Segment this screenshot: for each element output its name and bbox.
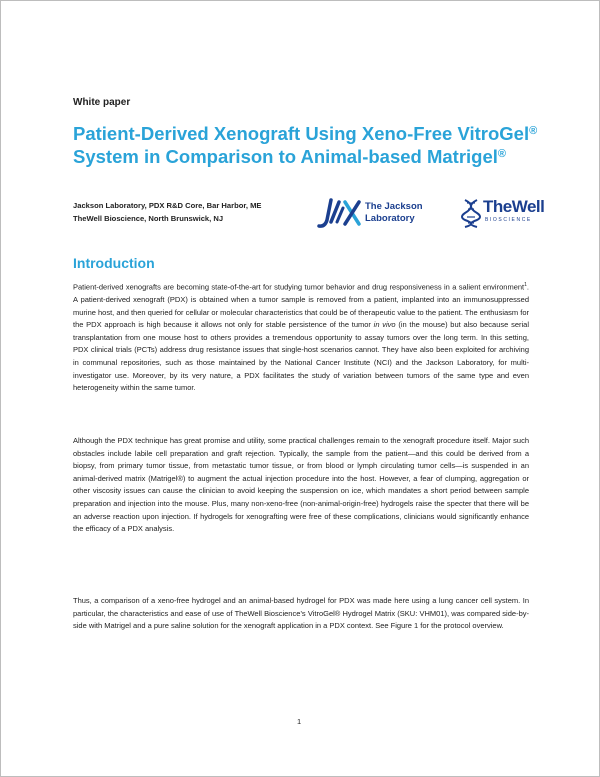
jax-wordmark-line-2: Laboratory [365, 212, 415, 224]
registered-mark: ® [497, 148, 507, 160]
thewell-wordmark: TheWell [483, 197, 545, 216]
jax-wordmark-line-1: The Jackson [365, 201, 423, 212]
affiliations [73, 199, 262, 225]
italic-term: in vivo [373, 320, 396, 330]
jax-wordmark [365, 201, 423, 224]
jackson-laboratory-logo [317, 196, 457, 230]
affiliation-thewell: TheWell Bioscience, North Brunswick, NJ [73, 214, 224, 223]
affiliation-jackson: Jackson Laboratory, PDX R&D Core, Bar Harbor, ME [73, 201, 262, 210]
intro-paragraph-2: Although the PDX technique has great promise and utility, some practical challenges remain to the xenograft procedure itself. Major such obstacles include labile cell preparation and graft rejection. Typically, the sample from the patient—and this could be derived from a biopsy, from primary tumor tissue, from metastatic tumor tissue, or from blood or lymph circulating tumor cells—is suspended in an animal-derived matrix (Matrigel®) to augment the actual injection procedure into the host. However, a fear of clumping, aggregation or other viscosity issues can cause the clinician to avoid keeping the suspension on ice, which mandates a short period between sample preparation and injection into the mouse. Plus, many non-xeno-free (non-animal-origin-free) hydrogels raise the specter that there will be an adverse reaction upon injection. If hydrogels for xenografting were free of these complications, clinicians would significantly enhance the efficacy of a PDX analysis. [73, 436, 529, 534]
thewell-bioscience-logo [461, 195, 551, 231]
jax-mark-icon [317, 196, 363, 230]
page-number: 1 [297, 717, 302, 726]
intro-paragraph-1 [73, 279, 529, 395]
document-type-label: White paper [73, 97, 131, 108]
paragraph-text: . A patient-derived xenograft (PDX) is obtained when a tumor sample is removed from a patient, implanted into an immunosuppressed murine host, and then queried for cellular or molecular characteristics that could be of therapeutic value to the patient. The enthusiasm for the PDX approach is high because it allows not only for stable persistence of the tumor [73, 282, 529, 330]
thewell-dna-icon [461, 198, 481, 228]
reference-superscript: 1 [524, 282, 527, 288]
document-title [73, 122, 543, 168]
registered-mark: ® [529, 125, 538, 137]
paragraph-text: Patient-derived xenografts are becoming state-of-the-art for studying tumor behavior and drug responsiveness in a salient environment [73, 282, 525, 292]
section-heading-introduction: Introduction [73, 255, 155, 271]
title-line-1: Patient-Derived Xenograft Using Xeno-Free VitroGel [73, 123, 530, 144]
intro-paragraph-3: Thus, a comparison of a xeno-free hydrogel and an animal-based hydrogel for PDX was made here using a lung cancer cell system. In particular, the characteristics and ease of use of TheWell Bioscience’s VitroGel® Hydrogel Matrix (SKU: VHM01), was compared side-by-side with Matrigel and a pure saline solution for the xenograft application in a PDX context. See Figure 1 for the protocol overview. [73, 596, 529, 631]
paragraph-text: (in the mouse) but also because serial transplantation from one mouse host to others provides a tremendous opportunity to assay tumors over the long term. In this setting, PDX clinical trials (PCTs) address drug resistance issues that single-host scenarios cannot. They have also been exploited for archiving in communal repositories, such as those maintained by the National Cancer Institute (NCI) and the Jackson Laboratory, for multi-investigator use. Moreover, by its very nature, a PDX facilitates the study of variation between tumors of the same type and even heterogeneity within the same tumor. [73, 320, 529, 393]
thewell-subtitle: BIOSCIENCE [485, 217, 532, 223]
title-line-2: System in Comparison to Animal-based Matrigel [73, 146, 498, 167]
